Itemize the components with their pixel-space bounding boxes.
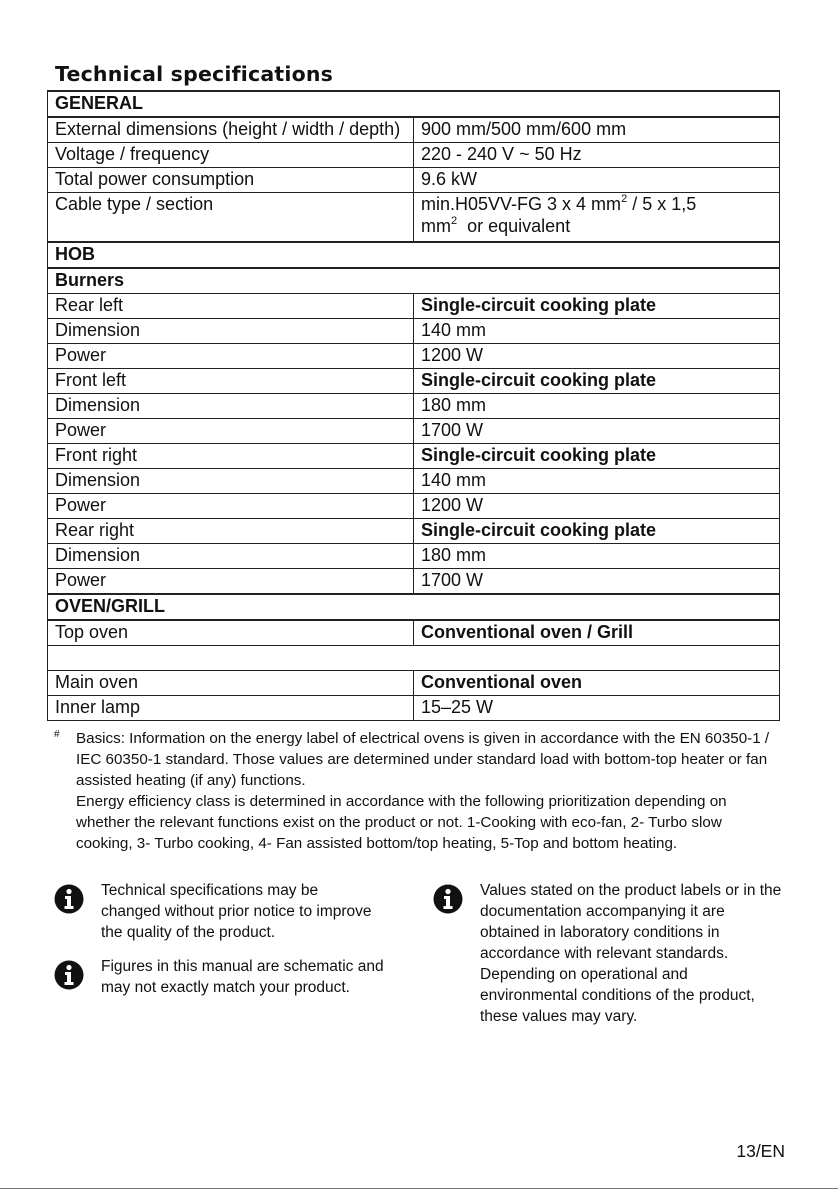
- spec-value: min.H05VV-FG 3 x 4 $mm^2 / 5$ x 1,5 $mm^2$ or equivalent: [414, 193, 780, 243]
- info-note: [101, 956, 396, 998]
- section-header-general: [48, 91, 780, 117]
- spec-label: Dimension: [48, 544, 414, 569]
- spec-value: 1200 W: [414, 344, 780, 369]
- table-row: [48, 620, 780, 646]
- footnote-text-2: Energy efficiency class is determined in accordance with the following prioritization depending on whether the relevant functions exist on the product or not. 1-Cooking with eco-fan, 2- Turbo slow cooking, 3- Turbo cooking, 4- Fan assisted bottom/top heating, 5-Top and bottom heating.: [76, 793, 727, 852]
- table-row: [48, 671, 780, 696]
- subsection-header-burners: [48, 268, 780, 294]
- spec-label: Total power consumption: [48, 168, 414, 193]
- spec-value: 9.6 kW: [414, 168, 780, 193]
- spec-value: Conventional oven: [414, 671, 780, 696]
- burner-type: Single-circuit cooking plate: [414, 519, 780, 544]
- page-number: 13/EN: [736, 1141, 785, 1161]
- spec-label: External dimensions (height / width / depth): [48, 117, 414, 143]
- spec-label: Dimension: [48, 469, 414, 494]
- burner-type: Single-circuit cooking plate: [414, 294, 780, 319]
- spec-value: 1200 W: [414, 494, 780, 519]
- spec-value: 900 mm/500 mm/600 mm: [414, 117, 780, 143]
- info-note-text: Figures in this manual are schematic and may not exactly match your product.: [101, 958, 384, 996]
- spec-label: Voltage / frequency: [48, 143, 414, 168]
- footnote-text: Basics: Information on the energy label of electrical ovens is given in accordance with the EN 60350-1 / IEC 60350-1 standard. Those values are determined under standard load with bottom-top heater or fan assisted heating (if any) functions.: [76, 730, 770, 789]
- section-title: HOB: [48, 242, 780, 268]
- spec-value: 1700 W: [414, 569, 780, 595]
- spec-label: Power: [48, 419, 414, 444]
- section-title: GENERAL: [48, 91, 780, 117]
- burner-position: Front right: [48, 444, 414, 469]
- spec-label: Dimension: [48, 394, 414, 419]
- section-header-hob: [48, 242, 780, 268]
- info-note-text: Technical specifications may be changed without prior notice to improve the quality of the product.: [101, 882, 372, 941]
- info-icon: [54, 884, 84, 914]
- spec-label: Cable type / section: [48, 193, 414, 243]
- footnote-mark: #: [54, 729, 60, 740]
- bottom-divider: [0, 1188, 838, 1189]
- subsection-title: Burners: [48, 268, 780, 294]
- spec-value: 180 mm: [414, 544, 780, 569]
- spec-label: Power: [48, 344, 414, 369]
- empty-row: [48, 646, 780, 671]
- spec-label: Inner lamp: [48, 696, 414, 721]
- empty-cell: [48, 646, 780, 671]
- spec-value: 15–25 W: [414, 696, 780, 721]
- table-row: [48, 394, 780, 419]
- info-icon: [54, 960, 84, 990]
- table-row: [48, 369, 780, 394]
- table-row: [48, 117, 780, 143]
- table-row: [48, 494, 780, 519]
- spec-value: 140 mm: [414, 319, 780, 344]
- spec-value: 1700 W: [414, 419, 780, 444]
- section-header-oven: [48, 594, 780, 620]
- spec-table: [47, 90, 780, 721]
- spec-value: 140 mm: [414, 469, 780, 494]
- spec-label: Top oven: [48, 620, 414, 646]
- spec-label: Power: [48, 494, 414, 519]
- info-icon: [433, 884, 463, 914]
- table-row: [48, 696, 780, 721]
- page-title: Technical specifications: [55, 62, 334, 86]
- table-row: [48, 469, 780, 494]
- spec-label: Main oven: [48, 671, 414, 696]
- section-title: OVEN/GRILL: [48, 594, 780, 620]
- table-row: [48, 419, 780, 444]
- table-row: [48, 319, 780, 344]
- table-row: [48, 193, 780, 243]
- burner-position: Rear right: [48, 519, 414, 544]
- spec-value: 220 - 240 V ~ 50 Hz: [414, 143, 780, 168]
- burner-position: Rear left: [48, 294, 414, 319]
- table-row: [48, 168, 780, 193]
- table-row: [48, 569, 780, 595]
- spec-value: Conventional oven / Grill: [414, 620, 780, 646]
- table-row: [48, 544, 780, 569]
- info-note: [101, 880, 381, 943]
- table-row: [48, 143, 780, 168]
- table-row: [48, 519, 780, 544]
- burner-type: Single-circuit cooking plate: [414, 369, 780, 394]
- spec-label: Power: [48, 569, 414, 595]
- spec-value: 180 mm: [414, 394, 780, 419]
- burner-type: Single-circuit cooking plate: [414, 444, 780, 469]
- table-row: [48, 444, 780, 469]
- spec-label: Dimension: [48, 319, 414, 344]
- table-row: [48, 344, 780, 369]
- footnote: [54, 728, 776, 854]
- info-note: [480, 880, 785, 1027]
- info-note-text: Values stated on the product labels or in the documentation accompanying it are obtained in laboratory conditions in accordance with relevant standards. Depending on operational and environmental conditions of the product, these values may vary.: [480, 882, 782, 1025]
- table-row: [48, 294, 780, 319]
- burner-position: Front left: [48, 369, 414, 394]
